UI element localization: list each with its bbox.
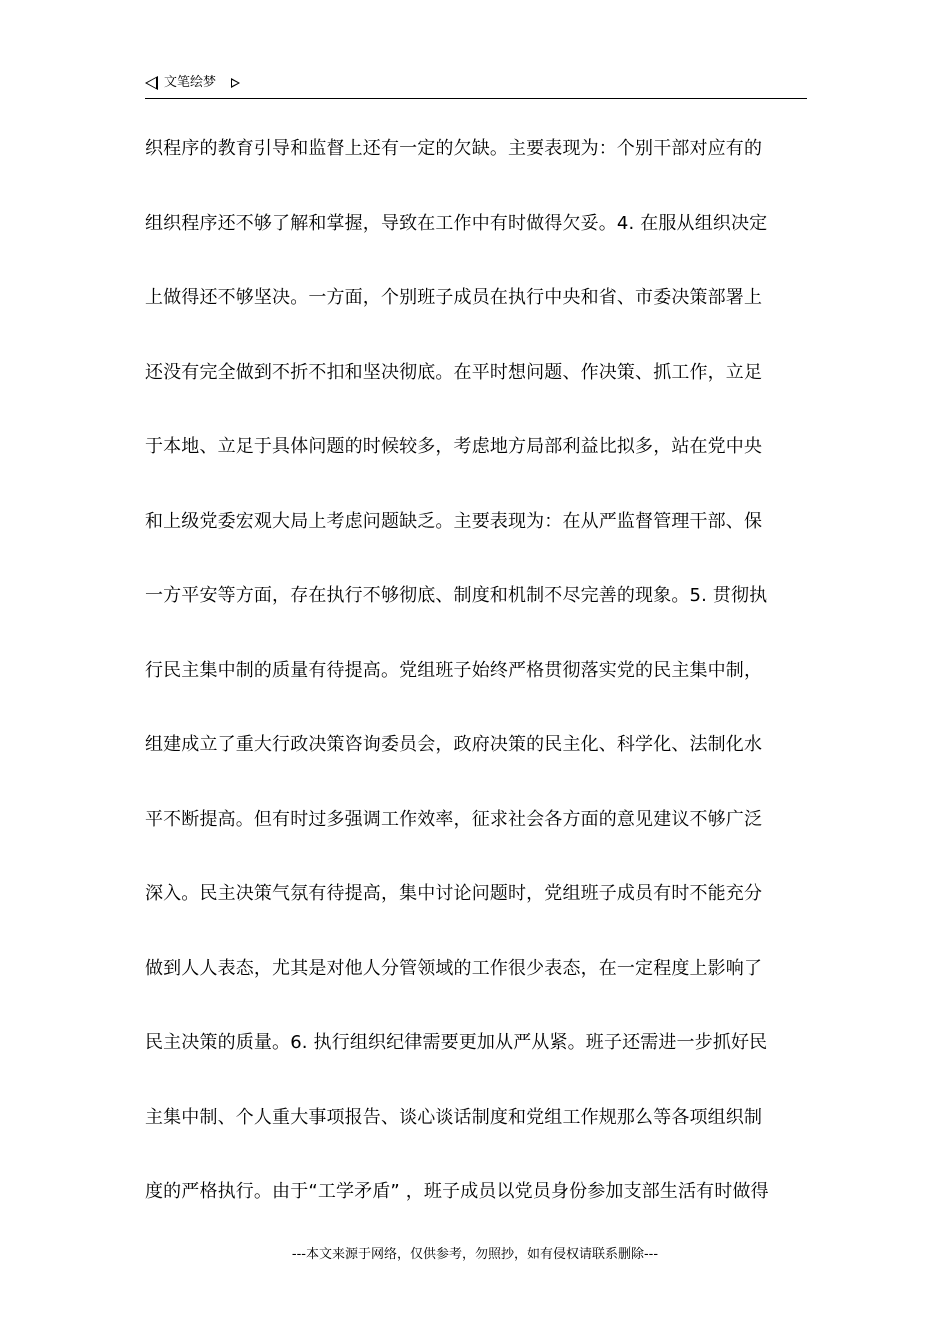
header-title: 文笔绘梦 bbox=[164, 75, 217, 90]
text-line: 一方平安等方面，存在执行不够彻底、制度和机制不尽完善的现象。5. 贯彻执 bbox=[145, 585, 768, 606]
text-line: 度的严格执行。由于“工学矛盾” ，班子成员以党员身份参加支部生活有时做得 bbox=[145, 1181, 769, 1202]
text-line: 组建成立了重大行政决策咨询委员会，政府决策的民主化、科学化、法制化水 bbox=[145, 734, 763, 755]
text-line: 于本地、立足于具体问题的时候较多，考虑地方局部利益比拟多，站在党中央 bbox=[145, 436, 763, 457]
text-line: 深入。民主决策气氛有待提高，集中讨论问题时，党组班子成员有时不能充分 bbox=[145, 883, 763, 904]
page-header bbox=[145, 70, 807, 99]
text-line: 主集中制、个人重大事项报告、谈心谈话制度和党组工作规那么等各项组织制 bbox=[145, 1106, 763, 1128]
text-line: 做到人人表态，尤其是对他人分管领域的工作很少表态，在一定程度上影响了 bbox=[145, 957, 763, 979]
triangle-left-icon bbox=[145, 76, 158, 90]
page-footer: ---本文来源于网络，仅供参考，勿照抄，如有侵权请联系删除--- bbox=[291, 1247, 659, 1262]
document-body bbox=[145, 134, 807, 1252]
text-line: 平不断提高。但有时过多强调工作效率，征求社会各方面的意见建议不够广泛 bbox=[145, 808, 763, 830]
text-line: 行民主集中制的质量有待提高。党组班子始终严格贯彻落实党的民主集中制， bbox=[145, 659, 763, 681]
text-line: 还没有完全做到不折不扣和坚决彻底。在平时想问题、作决策、抓工作，立足 bbox=[145, 361, 763, 383]
triangle-right-icon bbox=[231, 78, 240, 88]
text-line: 织程序的教育引导和监督上还有一定的欠缺。主要表现为：个别干部对应有的 bbox=[145, 138, 763, 159]
text-line: 上做得还不够坚决。一方面，个别班子成员在执行中央和省、市委决策部署上 bbox=[145, 287, 763, 308]
text-line: 组织程序还不够了解和掌握，导致在工作中有时做得欠妥。4. 在服从组织决定 bbox=[145, 212, 768, 234]
text-line: 和上级党委宏观大局上考虑问题缺乏。主要表现为：在从严监督管理干部、保 bbox=[145, 510, 763, 532]
text-line: 民主决策的质量。6. 执行组织纪律需要更加从严从紧。班子还需进一步抓好民 bbox=[145, 1032, 768, 1053]
